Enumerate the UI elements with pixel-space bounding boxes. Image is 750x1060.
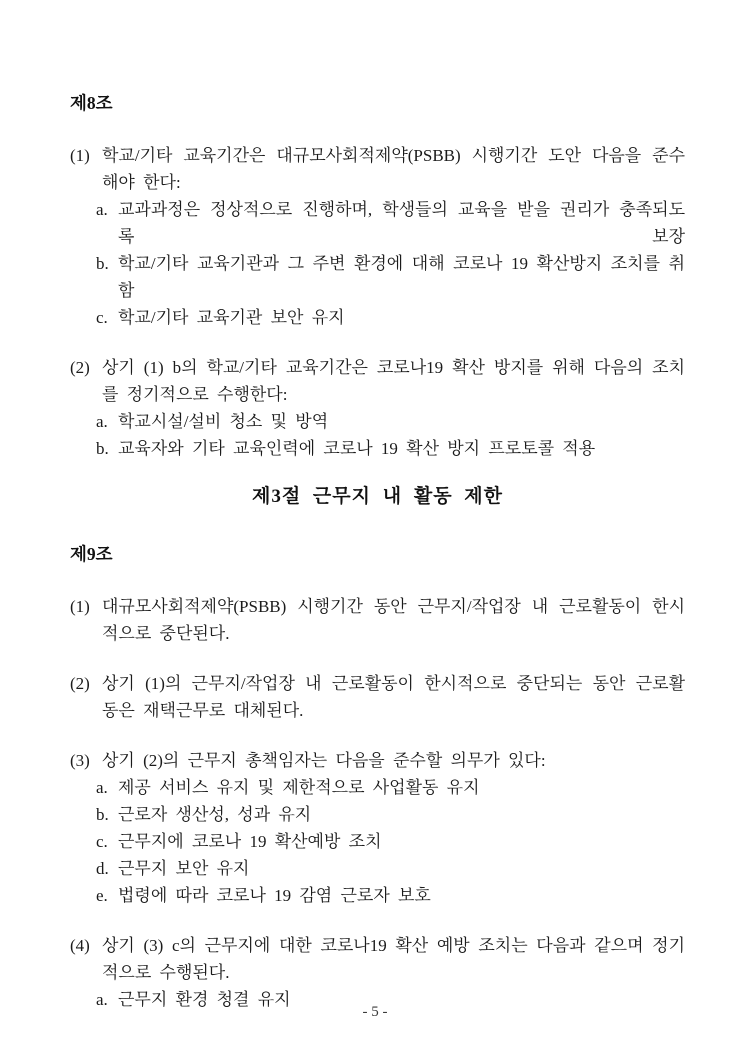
subitem-text: 법령에 따라 코로나 19 감염 근로자 보호 (118, 886, 431, 905)
clause-text: 상기 (1) b의 학교/기타 교육기간은 코로나19 확산 방지를 위해 다음의 조치 (102, 358, 685, 377)
subitem-c (70, 828, 685, 855)
clause-marker: (2) (70, 358, 90, 377)
page-number: - 5 - (362, 1004, 388, 1020)
clause-text: 학교/기타 교육기간은 대규모사회적제약(PSBB) 시행기간 도안 다음을 준수 (102, 146, 685, 165)
subitem-d (70, 855, 685, 882)
clause-line: 동은 재택근무로 대체된다. (102, 701, 304, 720)
document-body (70, 90, 685, 1013)
subitem-a (70, 774, 685, 801)
subitem-marker: b. (96, 805, 109, 824)
subitem-marker: a. (96, 778, 108, 797)
clause-marker: (3) (70, 751, 90, 770)
subitem-b (70, 435, 685, 462)
subitem-text: 제공 서비스 유지 및 제한적으로 사업활동 유지 (118, 778, 480, 797)
subitem-marker: b. (96, 439, 109, 458)
clause-text: 대규모사회적제약(PSBB) 시행기간 동안 근무지/작업장 내 근로활동이 한시 (102, 597, 685, 616)
clause-line (70, 747, 685, 774)
subitem-c (70, 304, 685, 331)
clause-line (70, 593, 685, 620)
subitem-text: 교과과정은 정상적으로 진행하며, 학생들의 교육을 받을 권리가 충족되도록 보장 (118, 200, 685, 246)
subitem-a (70, 408, 685, 435)
clause-marker: (4) (70, 936, 90, 955)
article-9-clause-4 (70, 932, 685, 1013)
subitem-marker: b. (96, 254, 109, 273)
subitem-text: 학교/기타 교육기관과 그 주변 환경에 대해 코로나 19 확산방지 조치를 취함 (118, 254, 685, 300)
subitem-b (70, 801, 685, 828)
subitem-text: 학교/기타 교육기관 보안 유지 (118, 308, 345, 327)
subitem-marker: e. (96, 886, 108, 905)
clause-marker: (1) (70, 597, 90, 616)
subitem-marker: a. (96, 412, 108, 431)
clause-line: 적으로 중단된다. (102, 624, 230, 643)
subitem-e (70, 882, 685, 909)
article-8-heading: 제8조 (70, 93, 113, 113)
subitem-text: 근무지 환경 청결 유지 (118, 990, 291, 1009)
subitem-text: 학교시설/설비 청소 및 방역 (118, 412, 329, 431)
clause-line (70, 354, 685, 381)
clause-text: 상기 (2)의 근무지 총책임자는 다음을 준수할 의무가 있다: (102, 751, 546, 770)
clause-marker: (1) (70, 146, 90, 165)
subitem-a (70, 196, 685, 250)
subitem-b (70, 250, 685, 304)
subitem-marker: d. (96, 859, 109, 878)
clause-line: 를 정기적으로 수행한다: (102, 385, 288, 404)
clause-line (70, 932, 685, 959)
clause-line (70, 670, 685, 697)
clause-text: 상기 (3) c의 근무지에 대한 코로나19 확산 예방 조치는 다음과 같으며 정기 (102, 936, 685, 955)
subitem-marker: a. (96, 990, 108, 1009)
subitem-text: 근로자 생산성, 성과 유지 (118, 805, 312, 824)
clause-line: 해야 한다: (102, 173, 181, 192)
subitem-text: 근무지 보안 유지 (118, 859, 250, 878)
subitem-marker: c. (96, 832, 108, 851)
subitem-text: 근무지에 코로나 19 확산예방 조치 (118, 832, 382, 851)
clause-line: 적으로 수행된다. (102, 963, 230, 982)
subitem-marker: a. (96, 200, 108, 219)
subitem-text: 교육자와 기타 교육인력에 코로나 19 확산 방지 프로토콜 적용 (118, 439, 596, 458)
article-8-clause-2 (70, 354, 685, 462)
subitem-marker: c. (96, 308, 108, 327)
section-3-heading: 제3절 근무지 내 활동 제한 (251, 486, 504, 507)
article-8-clause-1 (70, 142, 685, 331)
clause-text: 상기 (1)의 근무지/작업장 내 근로활동이 한시적으로 중단되는 동안 근로활 (102, 674, 685, 693)
article-9-heading: 제9조 (70, 544, 113, 564)
clause-marker: (2) (70, 674, 90, 693)
article-9-clause-1 (70, 593, 685, 647)
article-9-clause-3 (70, 747, 685, 909)
clause-line (70, 142, 685, 169)
article-9-clause-2 (70, 670, 685, 724)
